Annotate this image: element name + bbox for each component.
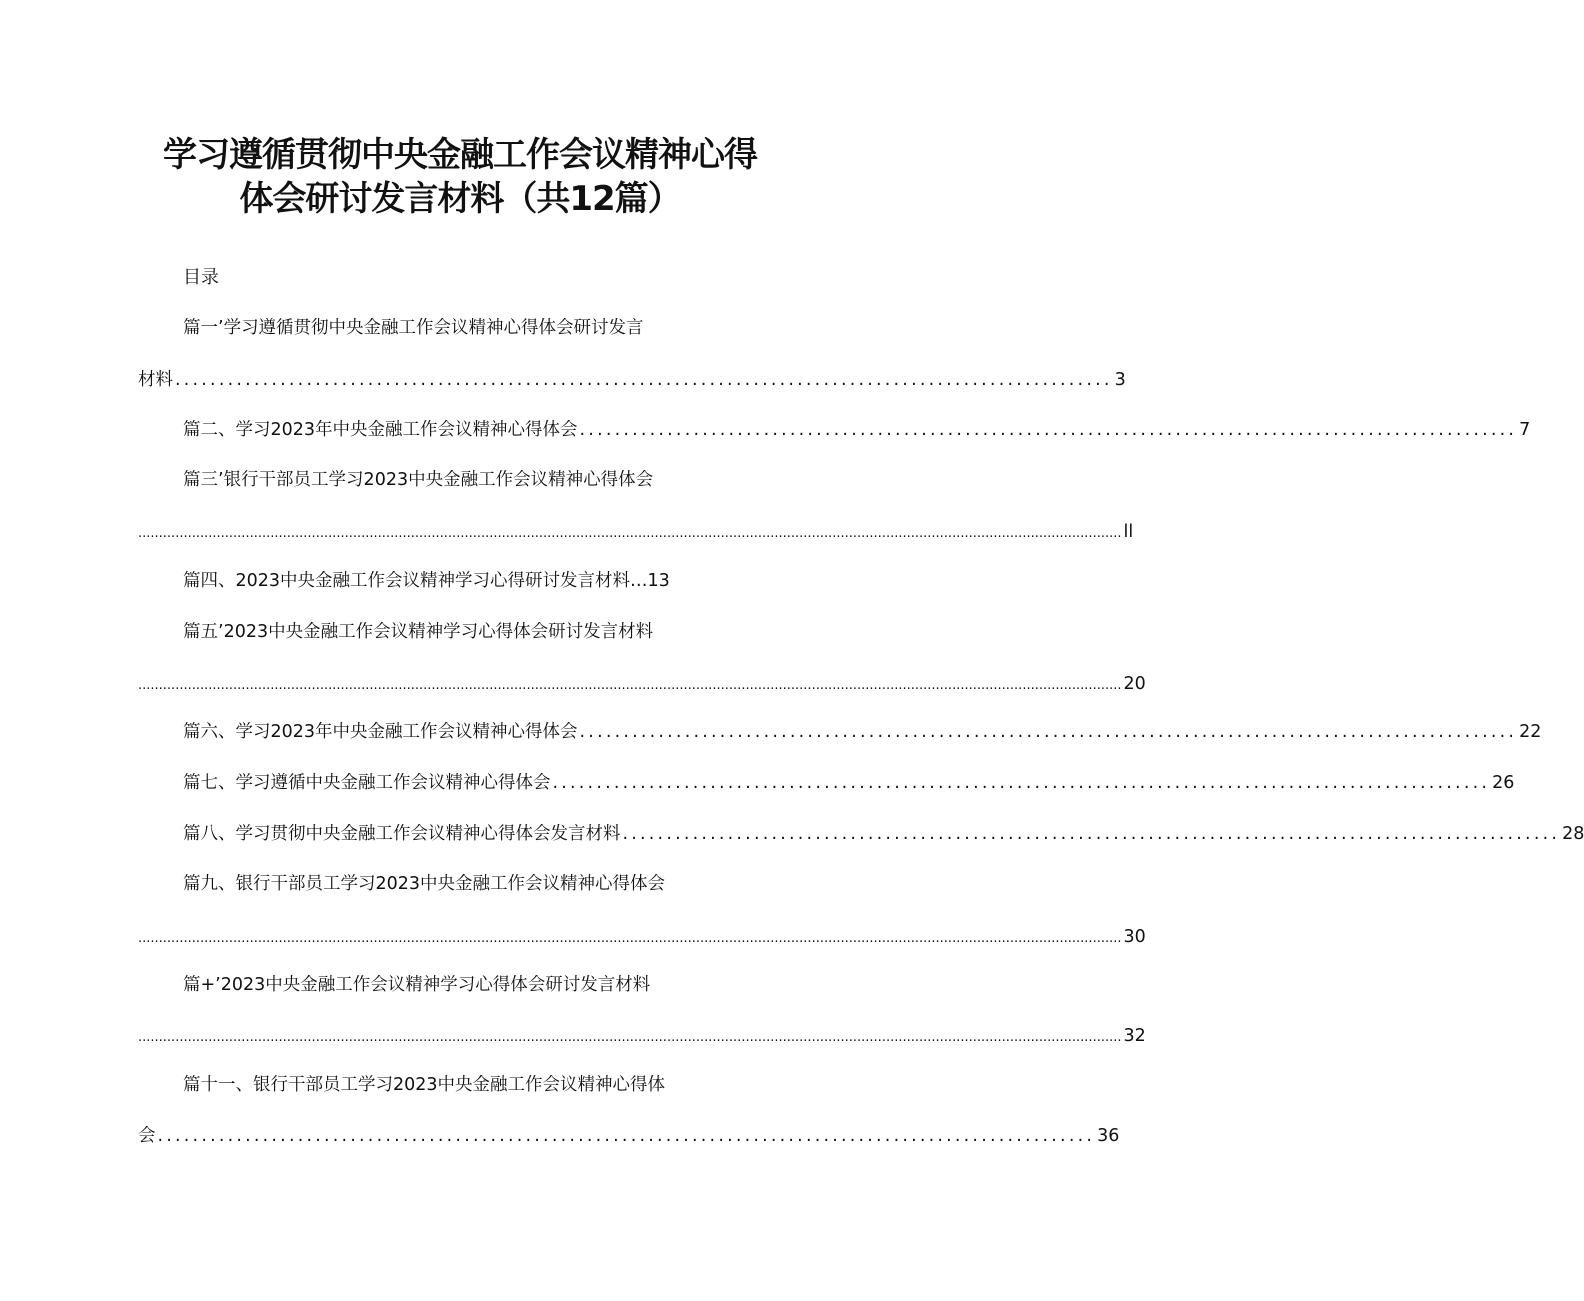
toc-leader-dots: ...........................................................................................................	[175, 370, 1113, 390]
toc-entry-1-line-2[interactable]	[138, 368, 1126, 392]
toc-leader-dots: ..............................................................................................................................................................................................................................................	[138, 526, 1122, 541]
toc-entry-7[interactable]	[183, 771, 1515, 795]
toc-entry-7-page: 26	[1492, 773, 1515, 793]
toc-entry-6-page: 22	[1519, 722, 1542, 742]
toc-entry-3-line-1[interactable]: 篇三’银行干部员工学习2023中央金融工作会议精神心得体会	[183, 470, 654, 490]
toc-entry-9-line-1[interactable]: 篇九、银行干部员工学习2023中央金融工作会议精神心得体会	[183, 874, 666, 894]
toc-entry-9-page: 30	[1123, 927, 1146, 947]
toc-entry-5-line-2[interactable]	[138, 672, 1146, 698]
toc-leader-dots: ..............................................................................................................................................................................................................................................	[138, 931, 1122, 946]
document-title-line-2: 体会研讨发言材料（共12篇）	[239, 179, 681, 219]
toc-entry-10-line-1[interactable]: 篇+’2023中央金融工作会议精神学习心得体会研讨发言材料	[183, 975, 651, 995]
toc-entry-1-text: 材料	[138, 370, 173, 390]
toc-entry-6-text: 篇六、学习2023年中央金融工作会议精神心得体会	[183, 722, 578, 742]
toc-entry-3-line-2[interactable]	[138, 520, 1134, 546]
toc-heading: 目录	[183, 267, 219, 288]
toc-entry-11-text: 会	[138, 1126, 156, 1146]
toc-entry-1-line-1[interactable]: 篇一’学习遵循贯彻中央金融工作会议精神心得体会研讨发言	[183, 318, 644, 338]
toc-leader-dots: ...........................................................................................................	[157, 1126, 1096, 1146]
toc-entry-11-page: 36	[1097, 1126, 1120, 1146]
toc-leader-dots: ..............................................................................................................................................................................................................................................	[138, 678, 1122, 693]
toc-entry-2[interactable]	[183, 418, 1531, 442]
toc-entry-2-page: 7	[1519, 420, 1531, 440]
toc-leader-dots: ..............................................................................................................................................................................................................................................	[138, 1030, 1122, 1045]
toc-leader-dots: ...........................................................................................................	[579, 722, 1518, 742]
toc-entry-10-line-2[interactable]	[138, 1024, 1146, 1050]
toc-entry-8-text: 篇八、学习贯彻中央金融工作会议精神心得体会发言材料	[183, 824, 621, 844]
toc-entry-1-page: 3	[1114, 370, 1126, 390]
toc-entry-2-text: 篇二、学习2023年中央金融工作会议精神心得体会	[183, 420, 578, 440]
toc-leader-dots: ...........................................................................................................	[552, 773, 1491, 793]
toc-entry-3-page: ll	[1123, 522, 1134, 542]
toc-entry-4[interactable]: 篇四、2023中央金融工作会议精神学习心得研讨发言材料…13	[183, 571, 670, 591]
toc-entry-7-text: 篇七、学习遵循中央金融工作会议精神心得体会	[183, 773, 551, 793]
toc-entry-10-page: 32	[1123, 1026, 1146, 1046]
toc-entry-11-line-2[interactable]	[138, 1124, 1120, 1148]
toc-leader-dots: ...........................................................................................................	[622, 824, 1561, 844]
toc-leader-dots: ...........................................................................................................	[579, 420, 1518, 440]
toc-entry-8[interactable]	[183, 822, 1584, 846]
toc-entry-5-page: 20	[1123, 674, 1146, 694]
toc-entry-6[interactable]	[183, 720, 1542, 744]
toc-entry-5-line-1[interactable]: 篇五’2023中央金融工作会议精神学习心得体会研讨发言材料	[183, 622, 654, 642]
toc-entry-8-page: 28	[1562, 824, 1584, 844]
toc-entry-11-line-1[interactable]: 篇十一、银行干部员工学习2023中央金融工作会议精神心得体	[183, 1075, 666, 1095]
document-title-line-1: 学习遵循贯彻中央金融工作会议精神心得	[163, 135, 757, 175]
toc-entry-9-line-2[interactable]	[138, 925, 1146, 951]
